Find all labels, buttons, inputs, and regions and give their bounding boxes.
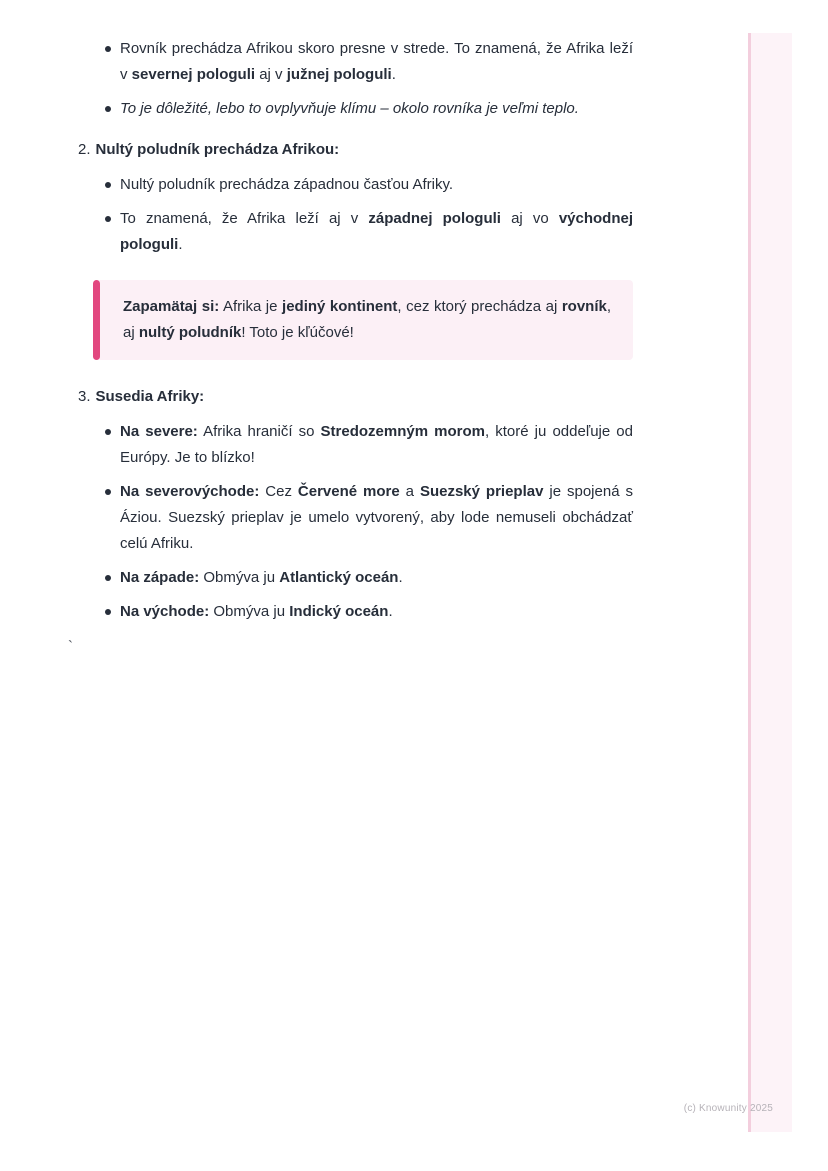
text-segment: . — [178, 236, 183, 253]
text-segment: ! Toto je kľúčové! — [241, 324, 354, 341]
text-segment: západnej pologuli — [368, 210, 501, 227]
text-segment: Na západe: — [120, 569, 200, 586]
text-segment: severnej pologuli — [131, 66, 256, 83]
list-item — [60, 599, 633, 625]
text-segment: . — [388, 603, 393, 620]
heading-title: Susedia Afriky: — [95, 388, 205, 405]
list-item — [60, 36, 633, 88]
text-segment: južnej pologuli — [286, 66, 392, 83]
text-segment: , cez ktorý prechádza aj — [397, 298, 562, 315]
list-item — [60, 96, 633, 122]
text-segment: Na severovýchode: — [120, 483, 260, 500]
text-segment: Indický oceán — [289, 603, 389, 620]
paragraph — [120, 96, 633, 122]
text-segment: rovník — [561, 298, 607, 315]
text-segment: je spojená s Áziou. Suezský prieplav je umelo vytvorený, aby lode nemuseli obchádzať celú Afriku. — [120, 483, 633, 552]
meridian-list — [60, 172, 633, 258]
text-segment: To je dôležité, lebo to ovplyvňuje klímu – okolo rovníka je veľmi teplo. — [120, 100, 579, 117]
bullet-icon — [105, 106, 111, 112]
text-segment: Cez — [259, 483, 298, 500]
content-column — [60, 36, 633, 655]
bullet-icon — [105, 575, 111, 581]
stray-mark: ` — [68, 638, 73, 655]
heading-number: 3. — [78, 388, 91, 405]
paragraph — [120, 419, 633, 471]
numbered-heading-2 — [60, 137, 633, 163]
bullet-icon — [105, 46, 111, 52]
callout-text — [123, 294, 611, 346]
footer-credit: (c) Knowunity 2025 — [683, 1103, 773, 1114]
paragraph — [120, 599, 633, 625]
list-item — [60, 479, 633, 557]
text-segment: , aj — [123, 298, 611, 341]
text-segment: aj vo — [500, 210, 559, 227]
bullet-icon — [105, 216, 111, 222]
side-decoration-band — [748, 33, 792, 1132]
text-segment: Atlantický oceán — [279, 569, 399, 586]
paragraph — [120, 565, 633, 591]
text-segment: , ktoré ju oddeľuje od Európy. Je to blízko! — [120, 423, 633, 466]
text-segment: Obmýva ju — [199, 569, 280, 586]
neighbors-list — [60, 419, 633, 625]
text-segment: aj v — [255, 66, 287, 83]
paragraph — [120, 36, 633, 88]
text-segment: To znamená, že Afrika leží aj v — [120, 210, 369, 227]
text-segment: nultý poludník — [138, 324, 242, 341]
paragraph — [120, 172, 633, 198]
text-segment: Rovník prechádza Afrikou skoro presne v strede. To znamená, že Afrika leží v — [120, 40, 633, 83]
text-segment: . — [398, 569, 403, 586]
callout-accent-bar — [93, 280, 100, 360]
text-segment: Červené more — [297, 483, 400, 500]
numbered-heading-3 — [60, 384, 633, 410]
heading-number: 2. — [78, 141, 91, 158]
text-segment: Nultý poludník prechádza západnou časťou Afriky. — [120, 176, 454, 193]
bullet-icon — [105, 609, 111, 615]
text-segment: Stredozemným morom — [320, 423, 485, 440]
text-segment: Afrika je — [219, 298, 283, 315]
text-segment: a — [399, 483, 420, 500]
list-item — [60, 172, 633, 198]
heading-title: Nultý poludník prechádza Afrikou: — [95, 141, 340, 158]
bullet-icon — [105, 182, 111, 188]
text-segment: Na severe: — [120, 423, 198, 440]
intro-list — [60, 36, 633, 122]
text-segment: Afrika hraničí so — [197, 423, 321, 440]
callout-box — [93, 280, 633, 360]
text-segment: jediný kontinent — [282, 298, 398, 315]
text-segment: Zapamätaj si: — [123, 298, 220, 315]
bullet-icon — [105, 429, 111, 435]
list-item — [60, 419, 633, 471]
list-item — [60, 206, 633, 258]
text-segment: Suezský prieplav — [419, 483, 544, 500]
text-segment: Na východe: — [120, 603, 210, 620]
text-segment: . — [391, 66, 396, 83]
paragraph — [120, 206, 633, 258]
list-item — [60, 565, 633, 591]
paragraph — [120, 479, 633, 557]
text-segment: Obmýva ju — [209, 603, 290, 620]
bullet-icon — [105, 489, 111, 495]
text-segment: východnej pologuli — [120, 210, 633, 253]
